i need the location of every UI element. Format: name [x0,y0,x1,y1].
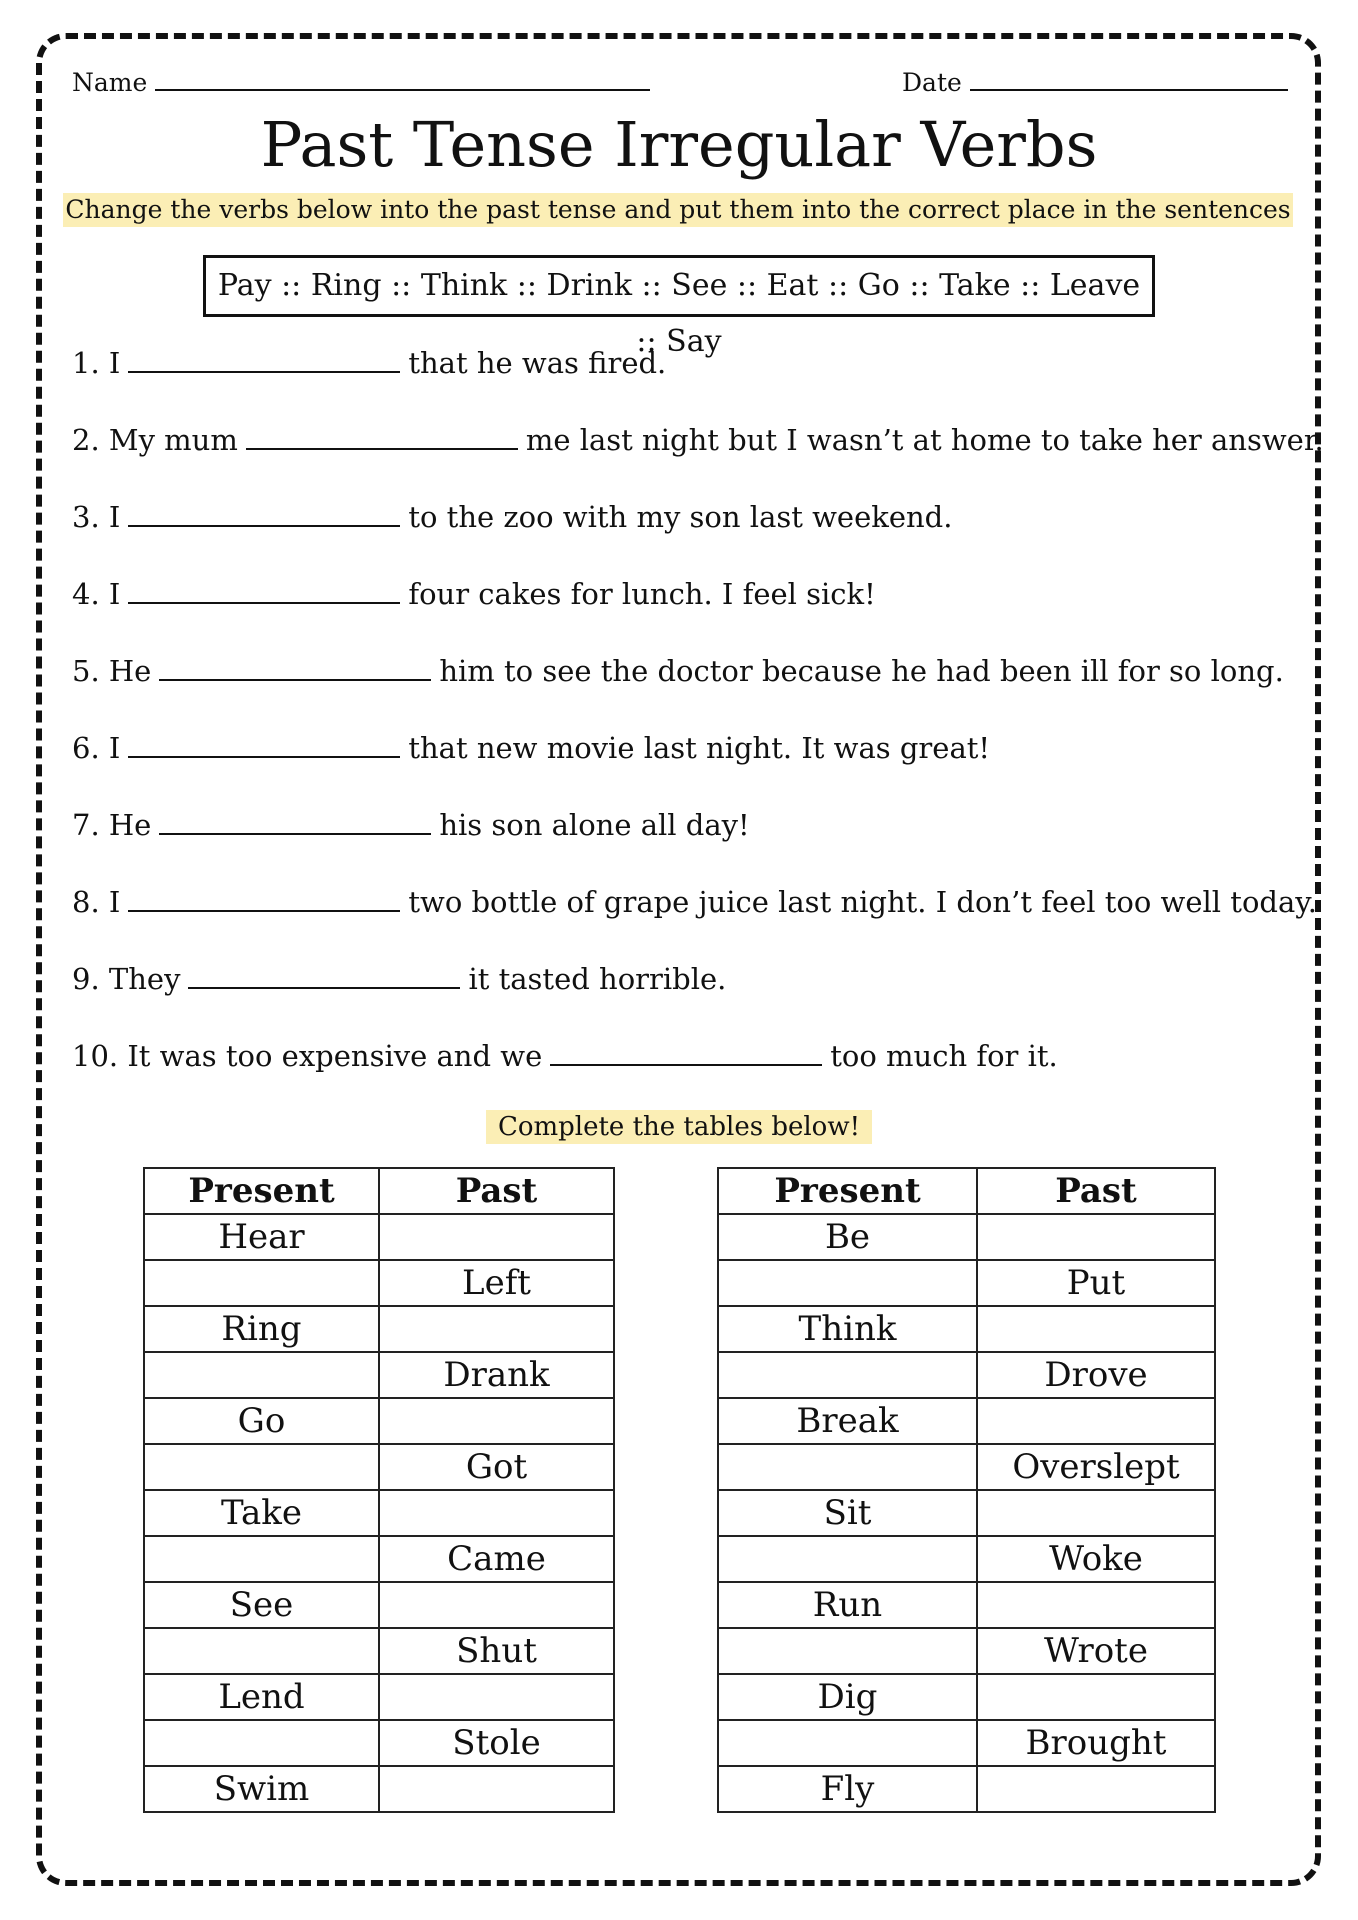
sentence-list [72,345,1324,1115]
past-cell[interactable] [379,1674,614,1720]
answer-blank[interactable] [159,657,431,681]
past-cell[interactable] [379,1214,614,1260]
past-cell: Overslept [977,1444,1215,1490]
sentence-start: 1. I [72,346,121,380]
past-cell: Got [379,1444,614,1490]
table-row [718,1306,1215,1352]
table-row [718,1628,1215,1674]
table-row [718,1766,1215,1812]
answer-blank[interactable] [188,965,460,989]
past-cell: Brought [977,1720,1215,1766]
verb-table-left [143,1167,615,1813]
sentence-start: 5. He [72,654,152,688]
date-label: Date [902,68,962,97]
present-cell[interactable] [718,1444,977,1490]
sentence-end: it tasted horrible. [468,962,727,996]
present-cell: Be [718,1214,977,1260]
name-blank[interactable] [155,89,650,91]
present-cell[interactable] [144,1720,379,1766]
sentence-start: 8. I [72,885,121,919]
past-cell: Left [379,1260,614,1306]
sentence-start: 10. It was too expensive and we [72,1039,543,1073]
table-row [718,1674,1215,1720]
table-row [718,1536,1215,1582]
header-present: Present [144,1168,379,1214]
past-cell[interactable] [977,1306,1215,1352]
name-field[interactable] [72,68,650,97]
present-cell: See [144,1582,379,1628]
table-row [144,1582,614,1628]
table-row [144,1306,614,1352]
answer-blank[interactable] [128,888,400,912]
sentence-end: too much for it. [830,1039,1058,1073]
present-cell[interactable] [144,1352,379,1398]
past-cell[interactable] [977,1214,1215,1260]
past-cell: Drove [977,1352,1215,1398]
header-present: Present [718,1168,977,1214]
sentence-item [72,807,1302,884]
answer-blank[interactable] [128,734,400,758]
past-cell[interactable] [977,1674,1215,1720]
table-row [718,1490,1215,1536]
header-past: Past [379,1168,614,1214]
answer-blank[interactable] [128,503,400,527]
sentence-start: 7. He [72,808,152,842]
sentence-item [72,961,1302,1038]
table-row [144,1352,614,1398]
present-cell[interactable] [718,1720,977,1766]
table-row [144,1766,614,1812]
sentence-item [72,653,1302,730]
sentence-end: to the zoo with my son last weekend. [408,500,953,534]
past-cell[interactable] [379,1490,614,1536]
present-cell: Sit [718,1490,977,1536]
worksheet-title: Past Tense Irregular Verbs [260,108,1098,181]
sentence-start: 6. I [72,731,121,765]
table-row [144,1444,614,1490]
present-cell[interactable] [718,1260,977,1306]
past-cell: Stole [379,1720,614,1766]
present-cell[interactable] [144,1536,379,1582]
present-cell: Hear [144,1214,379,1260]
present-cell[interactable] [144,1628,379,1674]
present-cell: Ring [144,1306,379,1352]
table-row [718,1444,1215,1490]
table-row [144,1720,614,1766]
past-cell[interactable] [977,1582,1215,1628]
table-row [144,1214,614,1260]
past-cell[interactable] [977,1490,1215,1536]
sentence-end: me last night but I wasn’t at home to take her answer. [525,423,1324,457]
tables-label-row [0,1110,1358,1144]
present-cell: Take [144,1490,379,1536]
present-cell[interactable] [144,1260,379,1306]
sentence-start: 4. I [72,577,121,611]
table-row [718,1214,1215,1260]
table-header-row [144,1168,614,1214]
sentence-item [72,884,1318,961]
table-row [144,1674,614,1720]
past-cell: Came [379,1536,614,1582]
table-row [144,1260,614,1306]
present-cell: Fly [718,1766,977,1812]
past-cell[interactable] [977,1398,1215,1444]
sentence-item [72,1038,1302,1115]
sentence-start: 2. My mum [72,423,238,457]
past-cell[interactable] [379,1766,614,1812]
word-bank-box: Pay :: Ring :: Think :: Drink :: See :: Eat :: Go :: Take :: Leave :: Say [203,255,1155,317]
past-cell: Wrote [977,1628,1215,1674]
present-cell[interactable] [718,1536,977,1582]
sentence-item [72,730,1302,807]
sentence-end: him to see the doctor because he had been ill for so long. [439,654,1284,688]
present-cell: Think [718,1306,977,1352]
answer-blank[interactable] [246,426,518,450]
table-row [718,1260,1215,1306]
sentence-item [72,422,1324,499]
table-row [144,1536,614,1582]
sentence-end: four cakes for lunch. I feel sick! [408,577,876,611]
answer-blank[interactable] [128,349,400,373]
name-label: Name [72,68,148,97]
sentence-end: that he was fired. [408,346,667,380]
past-cell: Put [977,1260,1215,1306]
instruction-highlight: Change the verbs below into the past tense and put them into the correct place in the sentences [63,193,1293,227]
answer-blank[interactable] [128,580,400,604]
sentence-end: his son alone all day! [439,808,750,842]
past-cell[interactable] [379,1398,614,1444]
answer-blank[interactable] [550,1042,822,1066]
present-cell: Go [144,1398,379,1444]
table-header-row [718,1168,1215,1214]
sentence-end: that new movie last night. It was great! [408,731,991,765]
past-cell[interactable] [379,1582,614,1628]
past-cell: Drank [379,1352,614,1398]
present-cell[interactable] [144,1444,379,1490]
present-cell: Lend [144,1674,379,1720]
date-field[interactable] [902,68,1288,97]
present-cell: Swim [144,1766,379,1812]
present-cell: Run [718,1582,977,1628]
table-row [144,1398,614,1444]
table-row [718,1582,1215,1628]
table-row [718,1398,1215,1444]
sentence-item [72,345,1302,422]
past-cell: Woke [977,1536,1215,1582]
sentence-item [72,499,1302,576]
answer-blank[interactable] [159,811,431,835]
table-row [144,1490,614,1536]
verb-table-right [717,1167,1216,1813]
present-cell[interactable] [718,1628,977,1674]
present-cell[interactable] [718,1352,977,1398]
table-row [144,1628,614,1674]
present-cell: Dig [718,1674,977,1720]
tables-label: Complete the tables below! [486,1110,872,1144]
sentence-start: 9. They [72,962,181,996]
past-cell[interactable] [977,1766,1215,1812]
date-blank[interactable] [970,89,1288,91]
header-past: Past [977,1168,1215,1214]
past-cell: Shut [379,1628,614,1674]
table-row [718,1352,1215,1398]
sentence-end: two bottle of grape juice last night. I don’t feel too well today. [408,885,1318,919]
sentence-item [72,576,1302,653]
table-row [718,1720,1215,1766]
past-cell[interactable] [379,1306,614,1352]
present-cell: Break [718,1398,977,1444]
sentence-start: 3. I [72,500,121,534]
